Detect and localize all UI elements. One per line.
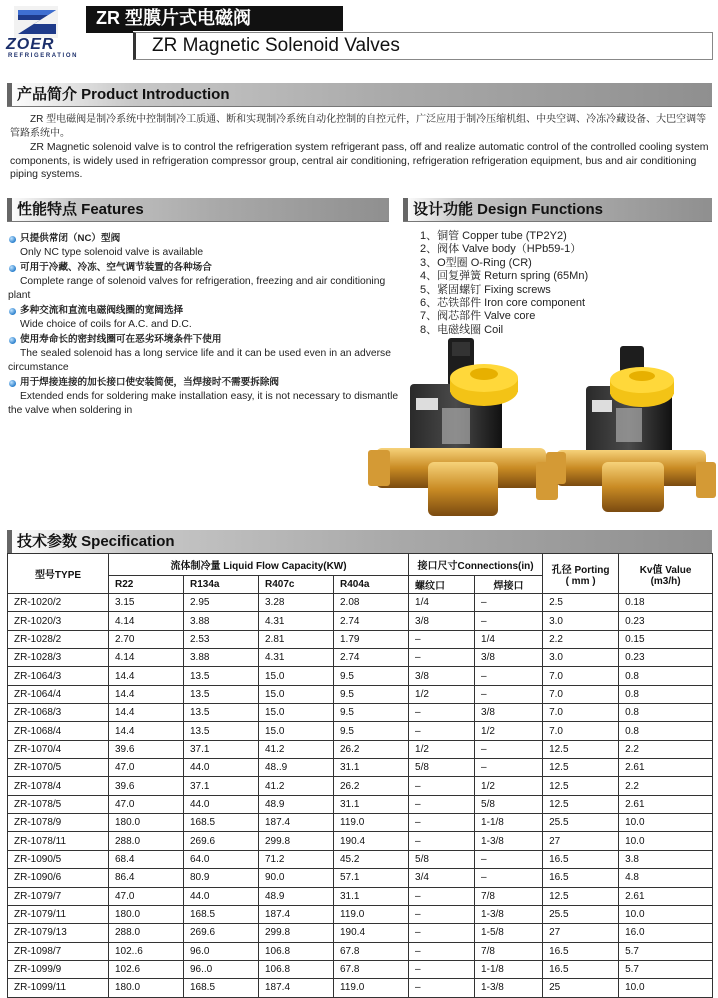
cell-r22: 14.4 [109, 685, 184, 703]
cell-kv: 2.61 [619, 759, 713, 777]
cell-kv: 10.0 [619, 814, 713, 832]
cell-r404a: 57.1 [334, 869, 409, 887]
cell-r404a: 2.74 [334, 612, 409, 630]
col-header-flow: 流体制冷量 Liquid Flow Capacity(KW) [109, 554, 409, 576]
cell-r407c: 299.8 [259, 924, 334, 942]
cell-r404a: 67.8 [334, 960, 409, 978]
col-header-thread: 螺纹口 [409, 576, 475, 594]
cell-r22: 180.0 [109, 905, 184, 923]
cell-r407c: 2.81 [259, 630, 334, 648]
cell-thread: – [409, 887, 475, 905]
cell-r22: 4.14 [109, 649, 184, 667]
cell-r404a: 119.0 [334, 905, 409, 923]
cell-porting: 12.5 [543, 759, 619, 777]
cell-kv: 2.2 [619, 740, 713, 758]
cell-r22: 180.0 [109, 979, 184, 997]
cell-r404a: 31.1 [334, 795, 409, 813]
cell-porting: 12.5 [543, 740, 619, 758]
cell-r134a: 269.6 [184, 924, 259, 942]
cell-kv: 16.0 [619, 924, 713, 942]
cell-type: ZR-1079/11 [8, 905, 109, 923]
table-row [8, 814, 713, 832]
cell-solder: – [475, 612, 543, 630]
cell-r22: 180.0 [109, 814, 184, 832]
cell-r22: 102.6 [109, 960, 184, 978]
cell-r22: 39.6 [109, 740, 184, 758]
cell-type: ZR-1028/3 [8, 649, 109, 667]
cell-r407c: 15.0 [259, 667, 334, 685]
cell-solder: 1/2 [475, 777, 543, 795]
cell-r22: 14.4 [109, 667, 184, 685]
feature-cn: 可用于冷藏、冷冻、空气调节装置的各种场合 [8, 261, 400, 275]
cell-r134a: 13.5 [184, 685, 259, 703]
cell-r404a: 9.5 [334, 685, 409, 703]
cell-type: ZR-1090/6 [8, 869, 109, 887]
cell-r22: 14.4 [109, 722, 184, 740]
feature-en: Extended ends for soldering make installation easy, it is not necessary to dismantle the valve when soldering in [8, 391, 399, 416]
section-heading-intro: 产品简介 Product Introduction [7, 83, 712, 107]
cell-r407c: 71.2 [259, 850, 334, 868]
cell-porting: 7.0 [543, 667, 619, 685]
kv-label: Kv值 Value [639, 564, 692, 576]
porting-label: 孔径 Porting [551, 564, 610, 576]
cell-r134a: 168.5 [184, 979, 259, 997]
cell-porting: 7.0 [543, 685, 619, 703]
feature-item [8, 232, 400, 260]
table-row [8, 777, 713, 795]
page-title-cn: ZR 型膜片式电磁阀 [86, 6, 343, 31]
table-row [8, 795, 713, 813]
cell-solder: 7/8 [475, 887, 543, 905]
table-row [8, 850, 713, 868]
cell-porting: 27 [543, 832, 619, 850]
table-row [8, 832, 713, 850]
cell-r407c: 15.0 [259, 685, 334, 703]
cell-thread: – [409, 960, 475, 978]
cell-solder: 1-3/8 [475, 979, 543, 997]
cell-type: ZR-1020/2 [8, 594, 109, 612]
design-item: 1、铜管 Copper tube (TP2Y2) [420, 230, 567, 242]
cell-thread: 5/8 [409, 759, 475, 777]
cell-r407c: 106.8 [259, 960, 334, 978]
col-header-r404a: R404a [334, 576, 409, 594]
cell-solder: – [475, 869, 543, 887]
cell-type: ZR-1064/3 [8, 667, 109, 685]
cell-r134a: 13.5 [184, 704, 259, 722]
cell-porting: 2.5 [543, 594, 619, 612]
cell-kv: 0.18 [619, 594, 713, 612]
kv-unit: (m3/h) [650, 575, 681, 587]
cell-type: ZR-1099/9 [8, 960, 109, 978]
table-row [8, 759, 713, 777]
spec-table [7, 553, 713, 998]
cell-thread: – [409, 905, 475, 923]
cell-r407c: 4.31 [259, 649, 334, 667]
cell-r134a: 13.5 [184, 722, 259, 740]
col-header-r407c: R407c [259, 576, 334, 594]
feature-en: Wide choice of coils for A.C. and D.C. [20, 319, 192, 330]
cell-solder: – [475, 667, 543, 685]
cell-solder: 1-5/8 [475, 924, 543, 942]
cell-r134a: 44.0 [184, 759, 259, 777]
cell-thread: – [409, 979, 475, 997]
cell-type: ZR-1028/2 [8, 630, 109, 648]
cell-porting: 16.5 [543, 869, 619, 887]
cell-r134a: 2.95 [184, 594, 259, 612]
col-header-solder: 焊接口 [475, 576, 543, 594]
cell-kv: 2.61 [619, 887, 713, 905]
feature-item [8, 333, 400, 375]
cell-r22: 68.4 [109, 850, 184, 868]
cell-r404a: 31.1 [334, 887, 409, 905]
title-divider [86, 31, 133, 33]
feature-item [8, 304, 400, 332]
cell-solder: 7/8 [475, 942, 543, 960]
cell-porting: 25.5 [543, 905, 619, 923]
cell-type: ZR-1064/4 [8, 685, 109, 703]
cell-type: ZR-1099/11 [8, 979, 109, 997]
cell-r134a: 3.88 [184, 649, 259, 667]
cell-thread: 1/2 [409, 685, 475, 703]
cell-porting: 2.2 [543, 630, 619, 648]
table-row [8, 960, 713, 978]
cell-r407c: 187.4 [259, 979, 334, 997]
feature-en: The sealed solenoid has a long service life and it can be used even in an adverse circumstance [8, 348, 391, 373]
table-row [8, 979, 713, 997]
cell-kv: 10.0 [619, 979, 713, 997]
cell-type: ZR-1068/4 [8, 722, 109, 740]
table-row [8, 887, 713, 905]
cell-thread: 1/4 [409, 594, 475, 612]
cell-kv: 0.8 [619, 704, 713, 722]
cell-thread: – [409, 832, 475, 850]
cell-type: ZR-1070/5 [8, 759, 109, 777]
cell-r22: 47.0 [109, 795, 184, 813]
cell-solder: 3/8 [475, 649, 543, 667]
table-row [8, 740, 713, 758]
cell-solder: 1-3/8 [475, 905, 543, 923]
cell-r404a: 119.0 [334, 814, 409, 832]
cell-kv: 3.8 [619, 850, 713, 868]
cell-r22: 288.0 [109, 924, 184, 942]
cell-solder: 5/8 [475, 795, 543, 813]
cell-r407c: 299.8 [259, 832, 334, 850]
table-row [8, 869, 713, 887]
porting-unit: ( mm ) [565, 575, 596, 587]
cell-thread: – [409, 814, 475, 832]
cell-r404a: 45.2 [334, 850, 409, 868]
cell-thread: 1/2 [409, 740, 475, 758]
cell-r407c: 48..9 [259, 759, 334, 777]
cell-r134a: 64.0 [184, 850, 259, 868]
cell-kv: 5.7 [619, 942, 713, 960]
cell-thread: 3/8 [409, 667, 475, 685]
cell-solder: 1/2 [475, 722, 543, 740]
cell-r134a: 168.5 [184, 905, 259, 923]
table-row [8, 649, 713, 667]
page-title-en: ZR Magnetic Solenoid Valves [133, 32, 713, 60]
cell-porting: 12.5 [543, 887, 619, 905]
cell-r22: 39.6 [109, 777, 184, 795]
design-item: 2、阀体 Valve body（HPb59-1） [420, 243, 582, 256]
cell-porting: 25 [543, 979, 619, 997]
table-row [8, 942, 713, 960]
cell-r134a: 96.0 [184, 942, 259, 960]
cell-kv: 0.8 [619, 722, 713, 740]
feature-en: Only NC type solenoid valve is available [20, 247, 204, 258]
feature-cn: 使用寿命长的密封线圈可在恶劣环境条件下使用 [8, 333, 400, 347]
cell-r407c: 41.2 [259, 740, 334, 758]
cell-r404a: 2.74 [334, 649, 409, 667]
cell-kv: 0.23 [619, 649, 713, 667]
cell-porting: 25.5 [543, 814, 619, 832]
solenoid-valve-image-solder [546, 346, 716, 532]
cell-porting: 3.0 [543, 649, 619, 667]
cell-r404a: 9.5 [334, 722, 409, 740]
section-heading-design: 设计功能 Design Functions [403, 198, 712, 222]
cell-r404a: 26.2 [334, 740, 409, 758]
cell-type: ZR-1098/7 [8, 942, 109, 960]
cell-r22: 47.0 [109, 759, 184, 777]
table-row [8, 905, 713, 923]
cell-kv: 2.2 [619, 777, 713, 795]
cell-thread: – [409, 924, 475, 942]
feature-en: Complete range of solenoid valves for refrigeration, freezing and air conditioning plant [8, 276, 386, 301]
cell-solder: – [475, 685, 543, 703]
cell-r404a: 31.1 [334, 759, 409, 777]
brand-tagline: REFRIGERATION [8, 53, 79, 59]
cell-thread: 3/4 [409, 869, 475, 887]
cell-porting: 7.0 [543, 722, 619, 740]
cell-r134a: 37.1 [184, 777, 259, 795]
feature-cn: 只提供常闭（NC）型阀 [8, 232, 400, 246]
cell-r407c: 106.8 [259, 942, 334, 960]
cell-r404a: 9.5 [334, 704, 409, 722]
cell-thread: – [409, 795, 475, 813]
cell-r404a: 190.4 [334, 924, 409, 942]
cell-r22: 47.0 [109, 887, 184, 905]
cell-r22: 4.14 [109, 612, 184, 630]
cell-r404a: 67.8 [334, 942, 409, 960]
cell-r407c: 187.4 [259, 905, 334, 923]
cell-kv: 0.15 [619, 630, 713, 648]
cell-r22: 14.4 [109, 704, 184, 722]
cell-r134a: 269.6 [184, 832, 259, 850]
brand-name: ZOER [6, 36, 55, 53]
cell-r22: 86.4 [109, 869, 184, 887]
spec-table-body [8, 594, 713, 998]
cell-type: ZR-1070/4 [8, 740, 109, 758]
cell-kv: 0.8 [619, 667, 713, 685]
intro-text-cn: ZR 型电磁阀是制冷系统中控制制冷工质通、断和实现制冷系统自动化控制的自控元件，广泛应用于制冷压缩机组、中央空调、冷冻冷藏设备、大巴空调等管路系统中。 [10, 114, 707, 139]
cell-porting: 16.5 [543, 850, 619, 868]
cell-r407c: 15.0 [259, 722, 334, 740]
col-header-kv [619, 554, 713, 594]
table-row [8, 594, 713, 612]
cell-porting: 3.0 [543, 612, 619, 630]
cell-thread: – [409, 722, 475, 740]
cell-r404a: 1.79 [334, 630, 409, 648]
cell-kv: 10.0 [619, 905, 713, 923]
cell-solder: – [475, 594, 543, 612]
feature-item [8, 376, 400, 418]
cell-r407c: 48.9 [259, 795, 334, 813]
cell-porting: 16.5 [543, 942, 619, 960]
cell-thread: 3/8 [409, 612, 475, 630]
cell-solder: 1-1/8 [475, 960, 543, 978]
cell-r134a: 13.5 [184, 667, 259, 685]
cell-thread: – [409, 777, 475, 795]
cell-thread: 5/8 [409, 850, 475, 868]
features-list [8, 232, 400, 419]
cell-type: ZR-1078/9 [8, 814, 109, 832]
cell-kv: 0.23 [619, 612, 713, 630]
section-heading-features: 性能特点 Features [7, 198, 389, 222]
cell-solder: – [475, 740, 543, 758]
design-list [420, 230, 710, 337]
design-item: 7、阀芯部件 Valve core [420, 310, 536, 323]
section-heading-spec: 技术参数 Specification [7, 530, 712, 554]
cell-r404a: 9.5 [334, 667, 409, 685]
design-item: 4、回复弹簧 Return spring (65Mn) [420, 270, 589, 283]
cell-r407c: 15.0 [259, 704, 334, 722]
cell-thread: – [409, 942, 475, 960]
design-item: 8、电磁线圈 Coil [420, 323, 504, 336]
cell-r134a: 2.53 [184, 630, 259, 648]
cell-solder: – [475, 850, 543, 868]
cell-porting: 27 [543, 924, 619, 942]
cell-porting: 12.5 [543, 777, 619, 795]
cell-r134a: 96..0 [184, 960, 259, 978]
col-header-porting [543, 554, 619, 594]
cell-solder: – [475, 759, 543, 777]
feature-item [8, 261, 400, 303]
cell-type: ZR-1020/3 [8, 612, 109, 630]
cell-r407c: 41.2 [259, 777, 334, 795]
design-item: 6、芯铁部件 Iron core component [420, 297, 586, 310]
cell-thread: – [409, 649, 475, 667]
cell-porting: 7.0 [543, 704, 619, 722]
feature-cn: 多种交流和直流电磁阀线圈的宽阔选择 [8, 304, 400, 318]
cell-r407c: 4.31 [259, 612, 334, 630]
design-item: 5、紧固螺钉 Fixing screws [420, 283, 551, 296]
cell-r404a: 190.4 [334, 832, 409, 850]
col-header-type: 型号TYPE [8, 554, 109, 594]
table-row [8, 685, 713, 703]
cell-porting: 16.5 [543, 960, 619, 978]
cell-type: ZR-1079/13 [8, 924, 109, 942]
cell-type: ZR-1078/4 [8, 777, 109, 795]
table-row [8, 704, 713, 722]
cell-r134a: 44.0 [184, 887, 259, 905]
table-row [8, 722, 713, 740]
cell-solder: 1-1/8 [475, 814, 543, 832]
cell-r22: 3.15 [109, 594, 184, 612]
intro-text-en: ZR Magnetic solenoid valve is to control the refrigeration system refrigerant pass, off and realize automatic control of the controlled cooling system components, is widely used in refrigeration compressor group, central air conditioning, refrigeration refrigeration equipment, bus and air conditioning piping systems. [10, 141, 709, 180]
cell-r134a: 80.9 [184, 869, 259, 887]
cell-kv: 10.0 [619, 832, 713, 850]
cell-solder: 3/8 [475, 704, 543, 722]
cell-kv: 2.61 [619, 795, 713, 813]
col-header-r134a: R134a [184, 576, 259, 594]
cell-kv: 0.8 [619, 685, 713, 703]
cell-r407c: 48.9 [259, 887, 334, 905]
solenoid-valve-image-threaded [368, 338, 558, 530]
table-row [8, 924, 713, 942]
cell-thread: – [409, 630, 475, 648]
cell-r22: 102..6 [109, 942, 184, 960]
cell-kv: 4.8 [619, 869, 713, 887]
cell-r134a: 3.88 [184, 612, 259, 630]
table-header-row [8, 554, 713, 576]
table-row [8, 630, 713, 648]
cell-r404a: 119.0 [334, 979, 409, 997]
feature-cn: 用于焊接连接的加长接口使安装简便，当焊接时不需要拆除阀 [8, 376, 400, 390]
cell-type: ZR-1068/3 [8, 704, 109, 722]
cell-r404a: 2.08 [334, 594, 409, 612]
cell-r407c: 90.0 [259, 869, 334, 887]
cell-r407c: 3.28 [259, 594, 334, 612]
cell-r134a: 37.1 [184, 740, 259, 758]
cell-solder: 1/4 [475, 630, 543, 648]
col-header-r22: R22 [109, 576, 184, 594]
cell-r404a: 26.2 [334, 777, 409, 795]
cell-kv: 5.7 [619, 960, 713, 978]
table-row [8, 667, 713, 685]
table-row [8, 612, 713, 630]
cell-r134a: 44.0 [184, 795, 259, 813]
design-item: 3、O型圈 O-Ring (CR) [420, 256, 532, 269]
cell-r407c: 187.4 [259, 814, 334, 832]
cell-porting: 12.5 [543, 795, 619, 813]
cell-r134a: 168.5 [184, 814, 259, 832]
cell-thread: – [409, 704, 475, 722]
cell-type: ZR-1090/5 [8, 850, 109, 868]
col-header-connections: 接口尺寸Connections(in) [409, 554, 543, 576]
cell-solder: 1-3/8 [475, 832, 543, 850]
cell-type: ZR-1078/11 [8, 832, 109, 850]
cell-r22: 288.0 [109, 832, 184, 850]
cell-type: ZR-1078/5 [8, 795, 109, 813]
cell-r22: 2.70 [109, 630, 184, 648]
cell-type: ZR-1079/7 [8, 887, 109, 905]
